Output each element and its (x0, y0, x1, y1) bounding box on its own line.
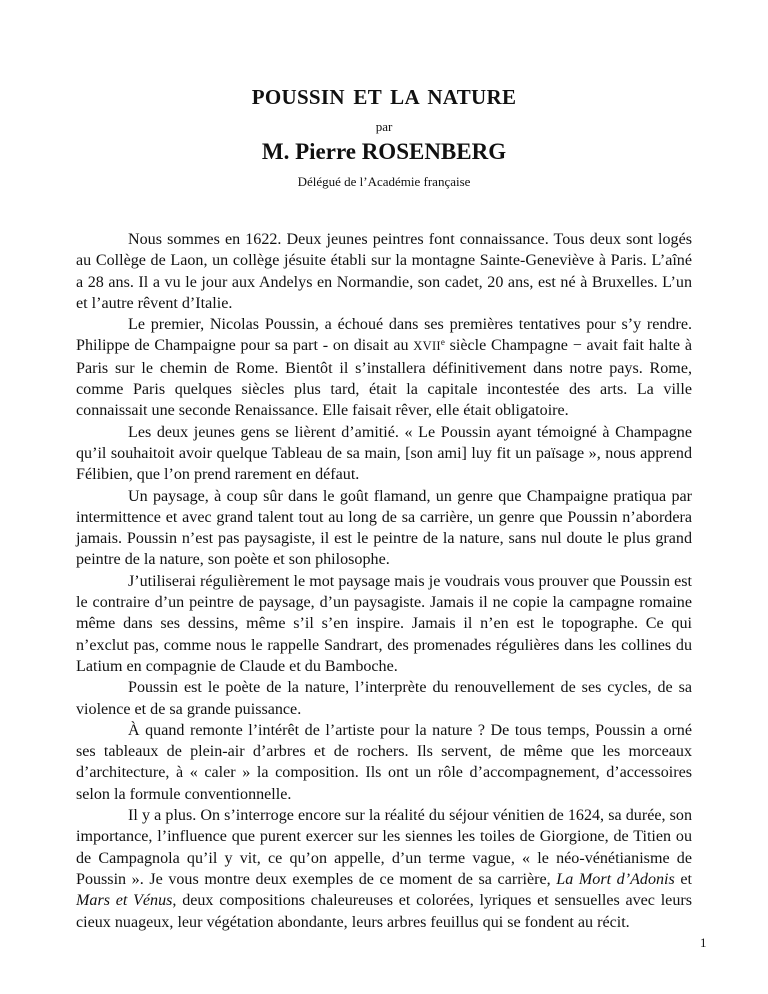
paragraph-4-text: Un paysage, à coup sûr dans le goût flamand, un genre que Champaigne pratiqua par intermittence et avec grand talent tout au long de sa carrière, un genre que Poussin n’abordera jamais. Poussin n’est pas paysagiste, il est le peintre de la nature, sans nul doute le plus grand peintre de la nature, son poète et son philosophe. (76, 487, 692, 569)
page-number: 1 (700, 935, 707, 950)
paragraph-7 (76, 720, 692, 805)
document-title: POUSSIN ET LA NATURE (251, 85, 517, 109)
by-line: par (375, 119, 393, 134)
paragraph-6 (76, 677, 692, 720)
paragraph-8 (76, 805, 692, 933)
paragraph-1-text: Nous sommes en 1622. Deux jeunes peintres font connaissance. Tous deux sont logés au Collège de Laon, un collège jésuite établi sur la montagne Sainte-Geneviève à Paris. L’aîné a 28 ans. Il a vu le jour aux Andelys en Normandie, son cadet, 20 ans, est né à Bruxelles. L’un et l’autre rêvent d’Italie. (76, 231, 692, 312)
paragraph-4 (76, 486, 692, 571)
paragraph-8-conjunction: et (674, 870, 692, 888)
author-name: M. Pierre ROSENBERG (261, 139, 507, 164)
paragraph-2-text-a: Le premier, Nicolas Poussin, a échoué dans ses premières tentatives pour s’y rendre. Philippe de Champaigne pour sa part - on disait au (76, 316, 692, 355)
paragraph-2 (76, 314, 692, 421)
paragraph-8-text-b: , deux compositions chaleureuses et colorées, lyriques et sensuelles avec leurs cieux nuageux, leur végétation abondante, leurs arbres feuillus qui se fondent au récit. (76, 892, 692, 931)
century-superscript: e (440, 337, 445, 348)
paragraph-3 (76, 422, 692, 486)
artwork-title-mars-venus: Mars et Vénus (76, 892, 173, 910)
paragraph-3-text: Les deux jeunes gens se lièrent d’amitié. « Le Poussin ayant témoigné à Champagne qu’il souhaitoit avoir quelque Tableau de sa main, [son ami] luy fit un païsage », nous apprend Félibien, que l’on prend rarement en défaut. (76, 423, 692, 484)
paragraph-8-text-a: Il y a plus. On s’interroge encore sur la réalité du séjour vénitien de 1624, sa durée, son importance, l’influence que purent exercer sur les siennes les toiles de Giorgione, de Titien ou de Campagnola qu’il y vit, ce qu’on appelle, d’un terme vague, « le néo-vénétianisme de Poussin ». Je vous montre deux exemples de ce moment de sa carrière, (76, 807, 692, 888)
paragraph-5-text: J’utiliserai régulièrement le mot paysage mais je voudrais vous prouver que Poussin est le contraire d’un peintre de paysage, d’un paysagiste. Jamais il ne copie la campagne romaine même dans ses dessins, même s’il s’en inspire. Jamais il n’en est le topographe. Ce qui n’exclut pas, comme nous le rappelle Sandrart, des promenades régulières dans les collines du Latium en compagnie de Claude et du Bamboche. (76, 572, 692, 675)
paragraph-6-text: Poussin est le poète de la nature, l’interprète du renouvellement de ses cycles, de sa violence et de sa grande puissance. (76, 679, 692, 718)
body-text (76, 229, 692, 933)
artwork-title-adonis: La Mort d’Adonis (556, 870, 675, 888)
author-role: Délégué de l’Académie française (297, 174, 471, 189)
paragraph-7-text: À quand remonte l’intérêt de l’artiste pour la nature ? De tous temps, Poussin a orné ses tableaux de plein-air d’arbres et de rochers. Ils servent, de même que les morceaux d’architecture, à « caler » la composition. Ils ont un rôle d’accompagnement, d’accessoires selon la formule conventionnelle. (76, 721, 692, 803)
paragraph-5 (76, 571, 692, 677)
paragraph-1 (76, 229, 692, 314)
paragraph-2-text-b: siècle Champagne − avait fait halte à Paris sur le chemin de Rome. Bientôt il s’installera définitivement dans notre pays. Rome, comme Paris quelques siècles plus tard, était la capitale incontestée des arts. La ville connaissait une seconde Renaissance. Elle faisait rêver, elle était obligatoire. (76, 337, 692, 420)
century-numeral: XVII (413, 339, 441, 354)
